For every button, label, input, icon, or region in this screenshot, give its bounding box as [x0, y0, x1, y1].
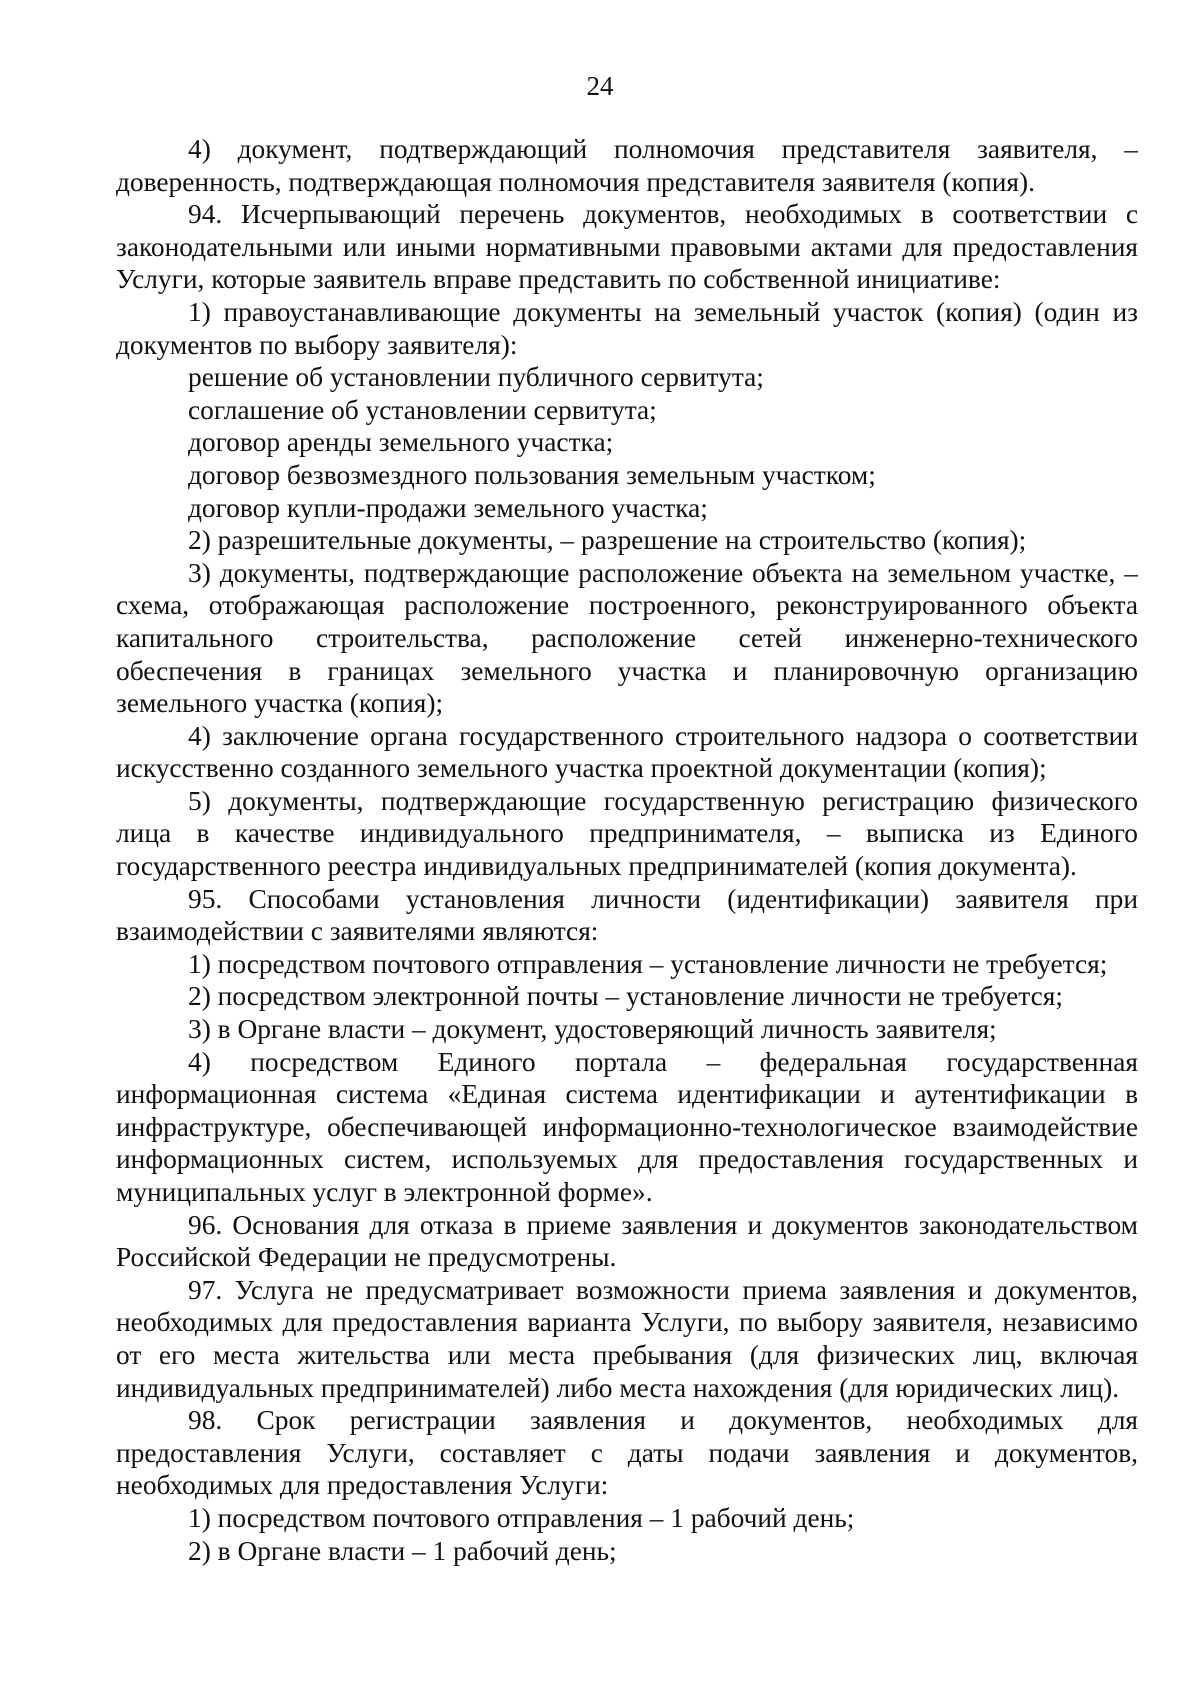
list-item: соглашение об установлении сервитута; [188, 394, 657, 425]
paragraph: 2) посредством электронной почты – установление личности не требуется; [188, 981, 1063, 1012]
paragraph: 2) в Органе власти – 1 рабочий день; [188, 1535, 617, 1566]
paragraph: 3) в Органе власти – документ, удостоверяющий личность заявителя; [188, 1014, 997, 1045]
list-item: договор аренды земельного участка; [188, 427, 614, 458]
paragraph: 98. Срок регистрации заявления и документов, необходимых для предоставления Услуги, составляет с даты подачи заявления и документов, необходимых для предоставления Услуги: [116, 1405, 1138, 1501]
paragraph: 1) посредством почтового отправления – 1 рабочий день; [188, 1502, 855, 1533]
paragraph: 1) посредством почтового отправления – установление личности не требуется; [188, 948, 1108, 979]
paragraph: 4) посредством Единого портала – федеральная государственная информационная система «Единая система идентификации и аутентификации в инфраструктуре, обеспечивающей информационно-технологическое взаимодействие информационных систем, используемых для предоставления государственных и муниципальных услуг в электронной форме». [116, 1046, 1138, 1207]
paragraph: 94. Исчерпывающий перечень документов, необходимых в соответствии с законодательными или иными нормативными правовыми актами для предоставления Услуги, которые заявитель вправе представить по собственной инициативе: [116, 199, 1138, 295]
page-number: 24 [586, 71, 614, 101]
paragraph: 4) документ, подтверждающий полномочия представителя заявителя, – доверенность, подтверждающая полномочия представителя заявителя (копия). [116, 134, 1138, 197]
paragraph: 97. Услуга не предусматривает возможности приема заявления и документов, необходимых для предоставления варианта Услуги, по выбору заявителя, независимо от его места жительства или места пребывания (для физических лиц, включая индивидуальных предпринимателей) либо места нахождения (для юридических лиц). [116, 1274, 1138, 1403]
paragraph: 1) правоустанавливающие документы на земельный участок (копия) (один из документов по выбору заявителя): [116, 296, 1138, 360]
paragraph: 3) документы, подтверждающие расположение объекта на земельном участке, – схема, отображающая расположение построенного, реконструированного объекта капитального строительства, расположение сетей инженерно-технического обеспечения в границах земельного участка и планировочную организацию земельного участка (копия); [116, 557, 1138, 719]
list-item: решение об установлении публичного сервитута; [188, 362, 764, 393]
paragraph: 96. Основания для отказа в приеме заявления и документов законодательством Российской Федерации не предусмотрены. [116, 1209, 1138, 1273]
list-item: договор безвозмездного пользования земельным участком; [188, 459, 876, 490]
paragraph: 95. Способами установления личности (идентификации) заявителя при взаимодействии с заявителями являются: [116, 883, 1138, 947]
paragraph: 5) документы, подтверждающие государственную регистрацию физического лица в качестве индивидуального предпринимателя, – выписка из Единого государственного реестра индивидуальных предпринимателей (копия документа). [116, 785, 1138, 882]
paragraph: 2) разрешительные документы, – разрешение на строительство (копия); [188, 525, 1027, 556]
document-body [116, 133, 1138, 1567]
list-item: договор купли-продажи земельного участка; [188, 492, 708, 523]
paragraph: 4) заключение органа государственного строительного надзора о соответствии искусственно созданного земельного участка проектной документации (копия); [116, 720, 1138, 784]
